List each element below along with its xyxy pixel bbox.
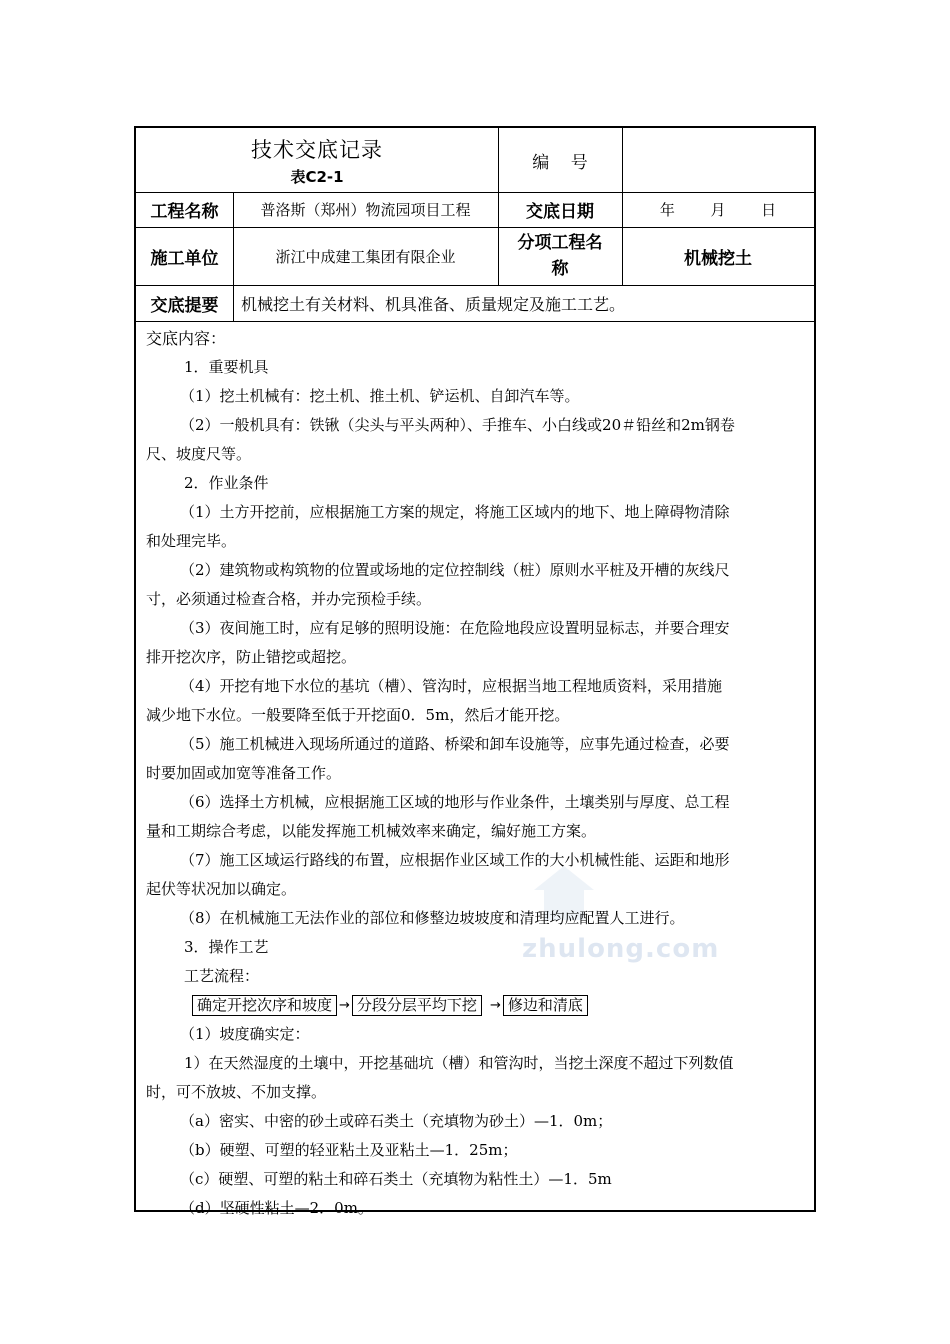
date-year: 年 (659, 201, 675, 219)
date-label-cell (498, 192, 622, 227)
process-flow (146, 991, 806, 1020)
flow-step-3: 修边和清底 (503, 995, 588, 1016)
section-2-p4-line1: （4）开挖有地下水位的基坑（槽）、管沟时，应根据当地工程地质资料，采用措施 (180, 677, 723, 695)
section-2-p6-line1: （6）选择土方机械，应根据施工区域的地形与作业条件，土壤类别与厚度、总工程 (180, 793, 730, 811)
flow-arrow-icon: → (339, 998, 350, 1013)
section-2-p2-line2: 寸，必须通过检查合格，并办完预检手续。 (146, 590, 432, 608)
section-1-p2-line2: 尺、坡度尺等。 (146, 445, 252, 463)
content-heading: 交底内容： (146, 329, 227, 348)
unit-value: 浙江中成建工集团有限企业 (275, 247, 456, 266)
section-2-p2-line1: （2）建筑物或构筑物的位置或场地的定位控制线（桩）原则水平桩及开槽的灰线尺 (180, 561, 730, 579)
flow-step-1: 确定开挖次序和坡度 (192, 995, 337, 1016)
section-2-p8: （8）在机械施工无法作业的部位和修整边坡坡度和清理均应配置人工进行。 (180, 909, 685, 927)
date-day: 日 (761, 201, 777, 219)
section-2-p7-line1: （7）施工区域运行路线的布置，应根据作业区域工作的大小机械性能、运距和地形 (180, 851, 730, 869)
section-2-p3-line2: 排开挖次序，防止错挖或超挖。 (146, 648, 357, 666)
form-title: 技术交底记录 (251, 137, 383, 162)
flow-step-2: 分段分层平均下挖 (352, 995, 482, 1016)
summary-label: 交底提要 (150, 295, 219, 316)
subitem-label-line1: 分项工程名 (517, 233, 603, 253)
section-1-title: 1．重要机具 (184, 358, 269, 376)
section-1-p1: （1）挖土机械有：挖土机、推土机、铲运机、自卸汽车等。 (180, 387, 580, 405)
number-value-cell (622, 128, 814, 192)
disclosure-content (146, 324, 806, 1223)
section-3-p2-line1: 1）在天然湿度的土壤中，开挖基础坑（槽）和管沟时，当挖土深度不超过下列数值 (184, 1054, 734, 1072)
unit-label: 施工单位 (150, 248, 219, 269)
section-3-item-d: （d）坚硬性粘土—2．0m。 (180, 1199, 373, 1217)
subitem-value-cell (622, 227, 814, 285)
section-3-title: 3．操作工艺 (184, 938, 269, 956)
project-name-label-cell (136, 192, 233, 227)
section-2-p3-line1: （3）夜间施工时，应有足够的照明设施：在危险地段应设置明显标志，并要合理安 (180, 619, 730, 637)
subitem-label-line2: 称 (551, 259, 569, 279)
disclosure-record-table (134, 126, 816, 1217)
section-2-p7-line2: 起伏等状况加以确定。 (146, 880, 297, 898)
form-number: 表C2-1 (290, 167, 344, 186)
section-2-p6-line2: 量和工期综合考虑，以能发挥施工机械效率来确定，编好施工方案。 (146, 822, 597, 840)
date-label: 交底日期 (526, 202, 594, 222)
section-3-p2-line2: 时，可不放坡、不加支撑。 (146, 1083, 327, 1101)
section-3-item-a: （a）密实、中密的砂土或碎石类土（充填物为砂土）—1．0m； (180, 1112, 613, 1130)
unit-label-cell (136, 227, 233, 285)
section-3-p1: （1）坡度确实定： (180, 1025, 310, 1043)
section-3-item-b: （b）硬塑、可塑的轻亚粘土及亚粘土—1．25m； (180, 1141, 518, 1159)
section-3-item-c: （c）硬塑、可塑的粘土和碎石类土（充填物为粘性土）—1．5m (180, 1170, 612, 1188)
summary-value-cell (233, 285, 814, 321)
row-divider (136, 321, 814, 322)
date-value-cell (622, 192, 814, 227)
section-1-p2-line1: （2）一般机具有：铁锹（尖头与平头两种）、手推车、小白线或20＃铅丝和2m钢卷 (180, 416, 735, 434)
number-label: 编 号 (532, 152, 588, 173)
form-title-cell (136, 128, 498, 192)
section-2-p5-line2: 时要加固或加宽等准备工作。 (146, 764, 342, 782)
section-2-p4-line2: 减少地下水位。一般要降至低于开挖面0．5m，然后才能开挖。 (146, 706, 570, 724)
number-label-cell (498, 128, 622, 192)
flow-arrow-icon: → (489, 998, 501, 1013)
watermark-text: zhulong.com (522, 934, 720, 964)
subitem-label-cell (498, 227, 622, 285)
flow-label: 工艺流程： (184, 967, 260, 985)
date-month: 月 (710, 201, 726, 219)
section-2-p1-line1: （1）土方开挖前，应根据施工方案的规定，将施工区域内的地下、地上障碍物清除 (180, 503, 730, 521)
section-2-p5-line1: （5）施工机械进入现场所通过的道路、桥梁和卸车设施等，应事先通过检查，必要 (180, 735, 730, 753)
subitem-value: 机械挖土 (684, 248, 752, 269)
unit-value-cell (233, 227, 498, 285)
summary-value: 机械挖土有关材料、机具准备、质量规定及施工工艺。 (241, 294, 626, 314)
section-2-title: 2．作业条件 (184, 474, 269, 492)
project-name-value-cell (233, 192, 498, 227)
section-2-p1-line2: 和处理完毕。 (146, 532, 237, 550)
summary-label-cell (136, 285, 233, 321)
project-name-label: 工程名称 (150, 202, 219, 222)
project-name-value: 普洛斯（郑州）物流园项目工程 (260, 201, 471, 219)
